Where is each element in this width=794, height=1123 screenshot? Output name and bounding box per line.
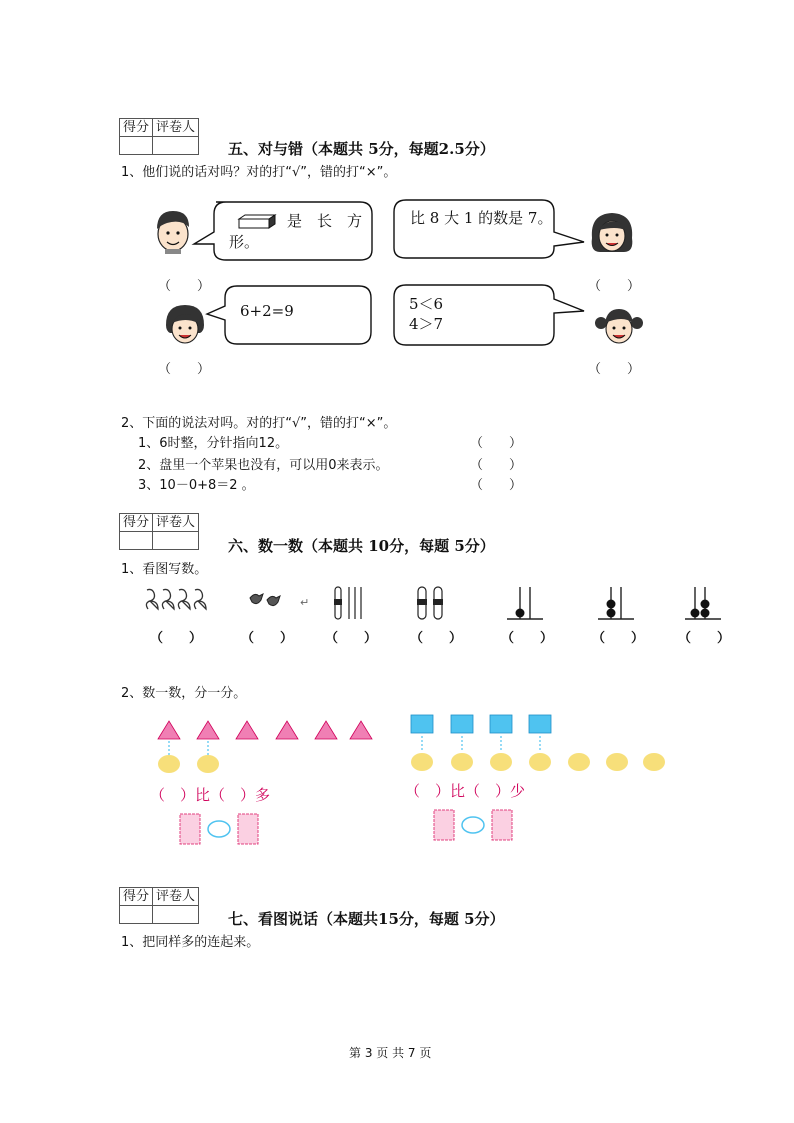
score-box-7 bbox=[119, 887, 199, 924]
bubble2-text: 比 8 大 1 的数是 7。 bbox=[410, 209, 553, 227]
girl-pigtails-face-icon bbox=[593, 303, 645, 347]
answer-paren-1[interactable]: （ ） bbox=[158, 279, 211, 294]
triangle-icon bbox=[315, 721, 337, 739]
circle-icon bbox=[411, 753, 433, 771]
circle-icon bbox=[643, 753, 665, 771]
circle-icon bbox=[451, 753, 473, 771]
symbol-circle bbox=[208, 821, 230, 837]
square-icon bbox=[451, 715, 473, 733]
swans-picture-icon bbox=[142, 585, 212, 613]
score-label: 得分 bbox=[120, 514, 153, 532]
rectangle-figure bbox=[237, 214, 277, 230]
page-footer: 第 3 页 共 7 页 bbox=[349, 1046, 432, 1060]
bubble4-line1: 5＜6 bbox=[409, 295, 444, 313]
answer-paren-2[interactable]: （ ） bbox=[588, 279, 641, 294]
section6-heading: 六、数一数（本题共 10分，每题 5分） bbox=[228, 537, 495, 555]
answer-box bbox=[434, 810, 454, 840]
right-compare-text: （ ）比（ ）少 bbox=[405, 782, 526, 800]
answer-box bbox=[238, 814, 258, 844]
speech-bubble-2 bbox=[392, 196, 588, 262]
circle-icon bbox=[158, 755, 180, 773]
triangles-vs-circles-figure bbox=[150, 715, 380, 777]
bubble1-text: 是 长 方 bbox=[287, 212, 363, 230]
girl-face-icon bbox=[588, 208, 636, 256]
speech-bubble-1 bbox=[190, 198, 375, 264]
section5-q2: 2、下面的说法对吗。对的打“√”，错的打“×”。 bbox=[121, 416, 397, 431]
circle-icon bbox=[568, 753, 590, 771]
grader-label: 评卷人 bbox=[153, 888, 199, 906]
count-paren-2[interactable]: （ ） bbox=[241, 631, 294, 646]
left-compare-boxes bbox=[178, 812, 263, 846]
abacus-1-icon bbox=[505, 585, 545, 621]
count-paren-7[interactable]: （ ） bbox=[678, 631, 731, 646]
bubble4-line2: 4＞7 bbox=[409, 315, 444, 333]
bubble3-text: 6+2=9 bbox=[240, 302, 294, 320]
triangle-icon bbox=[350, 721, 372, 739]
judge-item-3: 3、10－0+8＝2 。 bbox=[138, 478, 255, 493]
triangle-icon bbox=[158, 721, 180, 739]
sticks-bundle-icon bbox=[332, 585, 364, 621]
judge-item-1: 1、6时整，分针指向12。 bbox=[138, 436, 289, 451]
answer-paren-3[interactable]: （ ） bbox=[158, 362, 211, 377]
circle-icon bbox=[529, 753, 551, 771]
judge-paren-3[interactable]: （ ） bbox=[470, 478, 523, 493]
answer-box bbox=[492, 810, 512, 840]
count-paren-4[interactable]: （ ） bbox=[410, 631, 463, 646]
left-compare-text: （ ）比（ ）多 bbox=[150, 786, 271, 804]
bubble1-text2: 形。 bbox=[229, 233, 260, 251]
two-bundles-icon bbox=[415, 585, 447, 621]
judge-item-2: 2、盘里一个苹果也没有，可以用0来表示。 bbox=[138, 458, 389, 473]
count-paren-1[interactable]: （ ） bbox=[150, 631, 203, 646]
score-box-6 bbox=[119, 513, 199, 550]
circle-icon bbox=[606, 753, 628, 771]
triangle-icon bbox=[236, 721, 258, 739]
square-icon bbox=[529, 715, 551, 733]
birds-picture-icon bbox=[247, 588, 285, 612]
section7-q1: 1、把同样多的连起来。 bbox=[121, 935, 260, 950]
count-paren-3[interactable]: （ ） bbox=[325, 631, 378, 646]
right-compare-boxes bbox=[432, 808, 517, 842]
score-label: 得分 bbox=[120, 119, 153, 137]
abacus-2-icon bbox=[596, 585, 636, 621]
section6-q1: 1、看图写数。 bbox=[121, 562, 208, 577]
circle-icon bbox=[490, 753, 512, 771]
grader-label: 评卷人 bbox=[153, 119, 199, 137]
answer-paren-4[interactable]: （ ） bbox=[588, 362, 641, 377]
boy-face-icon bbox=[151, 207, 195, 255]
section7-heading: 七、看图说话（本题共15分，每题 5分） bbox=[228, 910, 505, 928]
abacus-3-icon bbox=[683, 585, 723, 621]
section5-q1: 1、他们说的话对吗？对的打“√”，错的打“×”。 bbox=[121, 165, 397, 180]
triangle-icon bbox=[276, 721, 298, 739]
square-icon bbox=[490, 715, 512, 733]
squares-vs-circles-figure bbox=[405, 712, 670, 774]
score-label: 得分 bbox=[120, 888, 153, 906]
count-paren-5[interactable]: （ ） bbox=[501, 631, 554, 646]
grader-label: 评卷人 bbox=[153, 514, 199, 532]
square-icon bbox=[411, 715, 433, 733]
section6-q2: 2、数一数，分一分。 bbox=[121, 686, 247, 701]
circle-icon bbox=[197, 755, 219, 773]
score-box-5 bbox=[119, 118, 199, 155]
girl-short-hair-face-icon bbox=[160, 301, 210, 347]
symbol-circle bbox=[462, 817, 484, 833]
return-mark: ↵ bbox=[300, 596, 310, 609]
judge-paren-1[interactable]: （ ） bbox=[470, 436, 523, 451]
triangle-icon bbox=[197, 721, 219, 739]
count-paren-6[interactable]: （ ） bbox=[592, 631, 645, 646]
section5-heading: 五、对与错（本题共 5分，每题2.5分） bbox=[228, 140, 495, 158]
judge-paren-2[interactable]: （ ） bbox=[470, 458, 523, 473]
answer-box bbox=[180, 814, 200, 844]
